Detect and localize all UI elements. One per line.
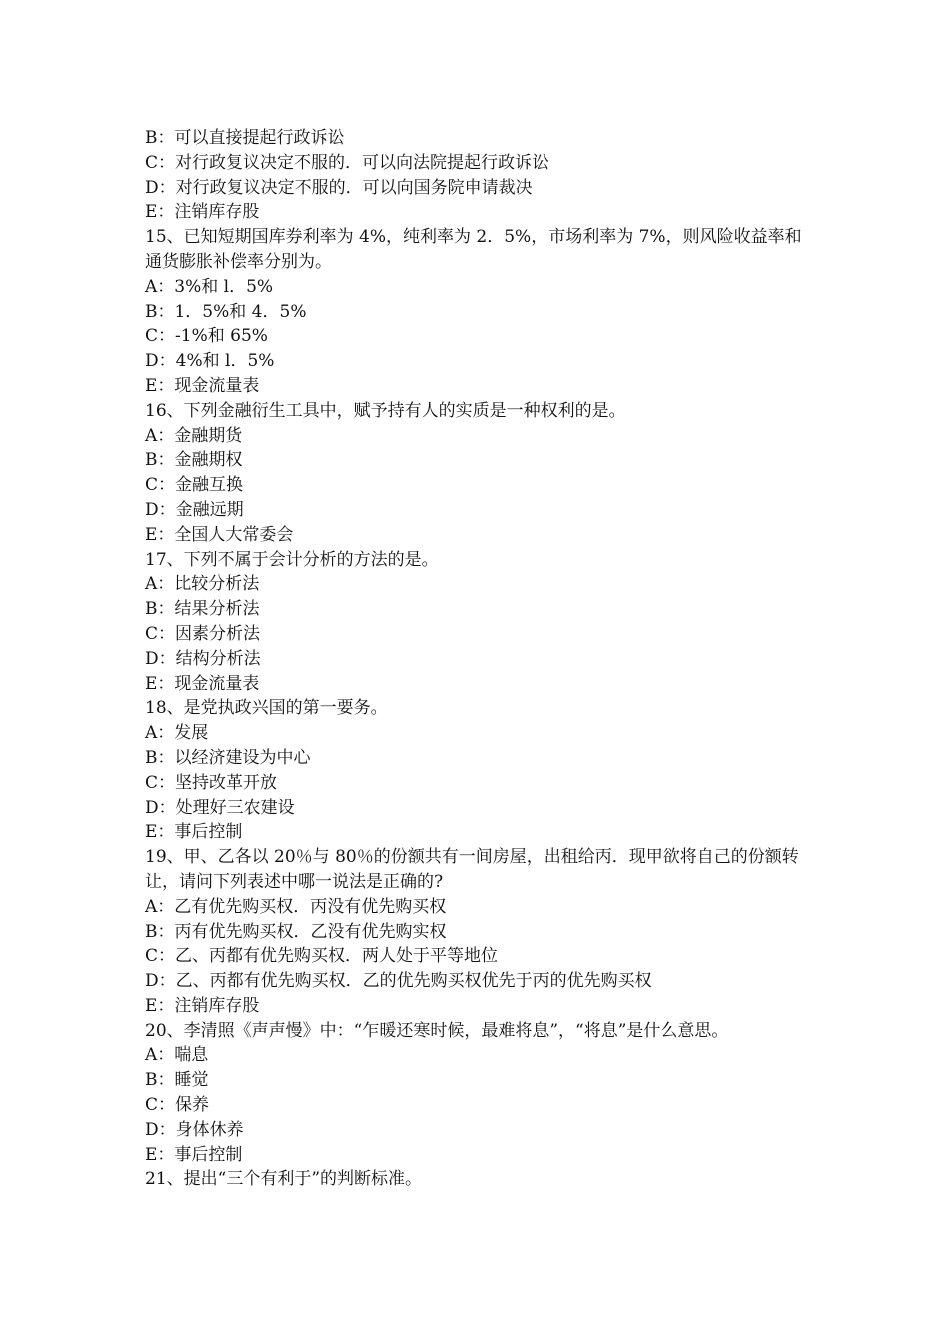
text-line: B：丙有优先购买权．乙没有优先购实权 [145, 921, 447, 942]
text-line: B：睡觉 [145, 1070, 209, 1091]
text-line: B：可以直接提起行政诉讼 [145, 128, 345, 148]
text-line: D：乙、丙都有优先购买权．乙的优先购买权优先于丙的优先购买权 [145, 971, 652, 992]
text-line: D：处理好三农建设 [145, 797, 295, 818]
question-16: 16、下列金融衍生工具中，赋予持有人的实质是一种权利的是。 [145, 400, 626, 421]
text-line: C：-1%和 65% [145, 326, 268, 347]
text-line: B：金融期权 [145, 450, 243, 471]
question-15: 15、已知短期国库券利率为 4%，纯利率为 2．5%，市场利率为 7%，则风险收益率和通货膨胀补偿率分别为。 [145, 227, 802, 272]
text-line: C：对行政复议决定不服的．可以向法院提起行政诉讼 [145, 152, 550, 173]
text-line: B：1．5%和 4．5% [145, 301, 307, 322]
text-line: C：保养 [145, 1095, 210, 1116]
text-line: A：乙有优先购买权．丙没有优先购买权 [145, 896, 447, 917]
text-line: E：注销库存股 [145, 202, 260, 223]
text-line: A：发展 [145, 723, 209, 744]
text-line: D：4%和 l．5% [145, 351, 275, 372]
text-line: C：乙、丙都有优先购买权．两人处于平等地位 [145, 946, 499, 967]
text-line: A：金融期货 [145, 425, 243, 446]
text-line: A：喘息 [145, 1045, 209, 1066]
text-line: E：全国人大常委会 [145, 524, 294, 545]
text-line: E：现金流量表 [145, 673, 260, 694]
question-18: 18、是党执政兴国的第一要务。 [145, 698, 388, 719]
text-line: A：比较分析法 [145, 574, 260, 595]
question-21: 21、提出“三个有利于”的判断标准。 [145, 1169, 423, 1190]
text-line: D：结构分析法 [145, 648, 261, 669]
text-line: D：金融远期 [145, 499, 244, 520]
text-line: C：因素分析法 [145, 623, 261, 644]
document-page [145, 126, 810, 1192]
text-line: C：金融互换 [145, 475, 244, 496]
text-line: D：对行政复议决定不服的．可以向国务院申请裁决 [145, 177, 533, 198]
text-line: B：以经济建设为中心 [145, 747, 311, 768]
text-line: E：注销库存股 [145, 995, 260, 1016]
text-line: A：3%和 l．5% [145, 276, 274, 297]
question-20: 20、李清照《声声慢》中：“乍暖还寒时候，最难将息”，“将息”是什么意思。 [145, 1020, 729, 1041]
text-line: E：现金流量表 [145, 375, 260, 396]
question-19: 19、甲、乙各以 20％与 80％的份额共有一间房屋，出租给丙．现甲欲将自己的份额转让，请问下列表述中哪一说法是正确的? [145, 847, 799, 892]
text-line: E：事后控制 [145, 1144, 243, 1165]
text-line: E：事后控制 [145, 822, 243, 843]
text-line: C：坚持改革开放 [145, 772, 278, 793]
text-line: D：身体休养 [145, 1119, 244, 1140]
text-line: B：结果分析法 [145, 599, 260, 620]
question-17: 17、下列不属于会计分析的方法的是。 [145, 549, 439, 570]
